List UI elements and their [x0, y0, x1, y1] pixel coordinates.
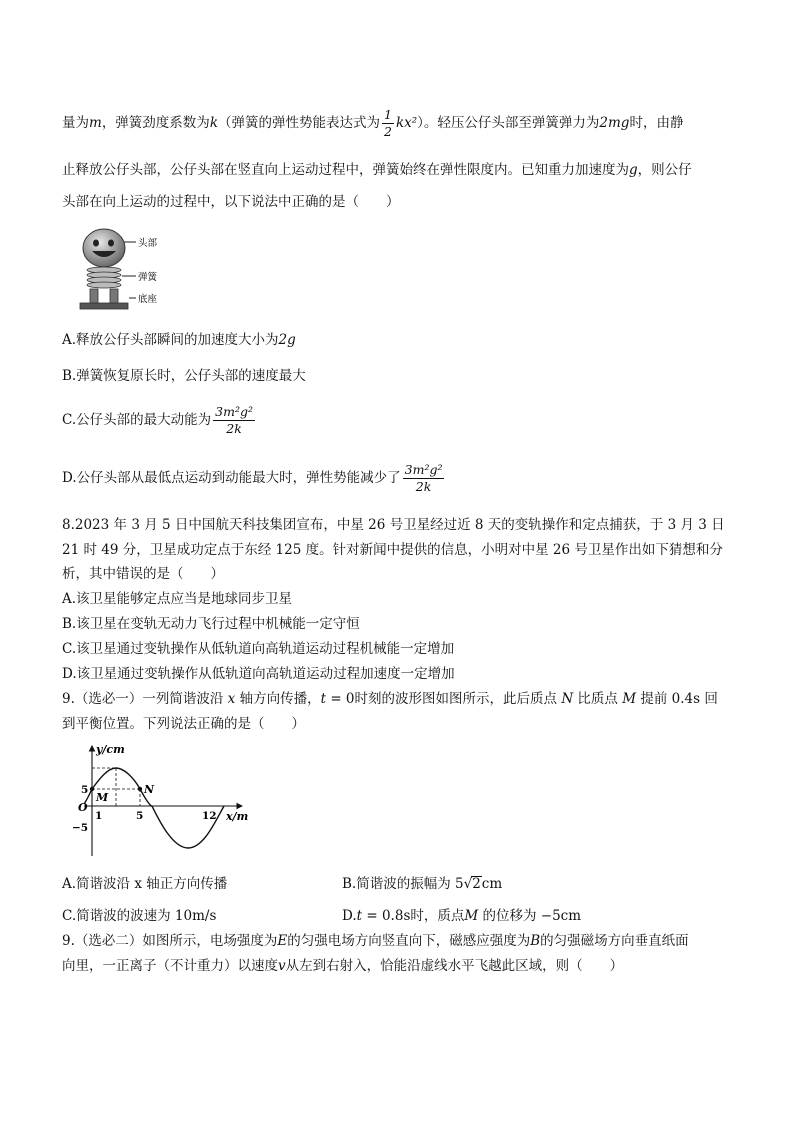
q7-option-d[interactable]: D.公仔头部从最低点运动到动能最大时，弹性势能减少了 $\frac{\text{3m²g²}}{2k}$	[62, 462, 443, 494]
svg-text:5: 5	[81, 784, 89, 796]
half-fraction: $\frac{1}{2}$	[384, 107, 392, 139]
q9a-stem-line-2: 到平衡位置。下列说法正确的是（ ）	[62, 716, 305, 732]
svg-text:y/cm: y/cm	[96, 743, 125, 756]
q7-stem-line-1: 量为m，弹簧劲度系数为k（弹簧的弹性势能表达式为 $\frac{1}{2}$ kx²）。轻压公仔头部至弹簧弹力为2mg时，由静	[62, 107, 684, 139]
figure-label-base: 底座	[138, 294, 158, 305]
svg-text:12: 12	[202, 810, 217, 822]
svg-text:x/m: x/m	[226, 810, 249, 823]
q7-stem-line-2: 止释放公仔头部，公仔头部在竖直向上运动过程中，弹簧始终在弹性限度内。已知重力加速度为g，则公仔	[62, 162, 692, 178]
svg-text:5: 5	[136, 810, 144, 822]
q7-option-b[interactable]: B.弹簧恢复原长时，公仔头部的速度最大	[62, 368, 306, 384]
svg-text:O: O	[78, 801, 88, 814]
q9b-stem-line-1: 9.（选必二）如图所示，电场强度为E的匀强电场方向竖直向下，磁感应强度为B的匀强磁场方向垂直纸面	[62, 933, 689, 949]
point-n	[138, 787, 142, 791]
q8-option-c[interactable]: C.该卫星通过变轨操作从低轨道向高轨道运动过程机械能一定增加	[62, 641, 455, 657]
point-m	[90, 787, 94, 791]
q8-stem-line-3: 析，其中错误的是（ ）	[62, 566, 224, 582]
svg-text:−5: −5	[72, 822, 89, 834]
wave-graph	[62, 738, 252, 862]
q9a-option-c[interactable]: C.简谐波的波速为 10m/s	[62, 908, 217, 924]
q8-option-d[interactable]: D.该卫星通过变轨操作从低轨道向高轨道运动过程加速度一定增加	[62, 666, 455, 682]
figure-label-head: 头部	[138, 238, 158, 249]
q9b-stem-line-2: 向里，一正离子（不计重力）以速度v从左到右射入，恰能沿虚线水平飞越此区域，则（ ）	[62, 958, 624, 974]
q7-option-c[interactable]: C.公仔头部的最大动能为 $\frac{\text{3m²g²}}{2k}$	[62, 404, 253, 436]
q8-option-a[interactable]: A.该卫星能够定点应当是地球同步卫星	[62, 591, 293, 607]
q9a-stem-line-1: 9.（选必一）一列简谐波沿 x 轴方向传播，t = 0时刻的波形图如图所示，此后质点 N 比质点 M 提前 0.4s 回	[62, 691, 718, 707]
svg-text:N: N	[144, 783, 155, 796]
q9a-option-a[interactable]: A.简谐波沿 x 轴正方向传播	[62, 876, 228, 892]
q7-option-a[interactable]: A.释放公仔头部瞬间的加速度大小为2g	[62, 332, 296, 348]
toy-base-icon	[80, 289, 128, 309]
toy-figure	[72, 226, 172, 312]
figure-label-spring: 弹簧	[138, 272, 158, 283]
toy-spring-icon	[87, 267, 121, 288]
q9a-option-b[interactable]: B.简谐波的振幅为 5√2cm	[342, 876, 503, 892]
q9a-option-d[interactable]: D.t = 0.8s时，质点M 的位移为 −5cm	[342, 908, 582, 924]
q8-stem-line-2: 21 时 49 分，卫星成功定点于东经 125 度。针对新闻中提供的信息，小明对中星 26 号卫星作出如下猜想和分	[62, 542, 723, 558]
q8-option-b[interactable]: B.该卫星在变轨无动力飞行过程中机械能一定守恒	[62, 616, 360, 632]
svg-text:1: 1	[95, 810, 103, 822]
svg-text:M: M	[96, 791, 109, 804]
q8-stem-line-1: 8.2023 年 3 月 5 日中国航天科技集团宣布，中星 26 号卫星经过近 8 天的变轨操作和定点捕获，于 3 月 3 日	[62, 517, 725, 533]
q7-stem-line-3: 头部在向上运动的过程中，以下说法中正确的是（ ）	[62, 194, 400, 210]
toy-head-icon	[83, 229, 125, 267]
